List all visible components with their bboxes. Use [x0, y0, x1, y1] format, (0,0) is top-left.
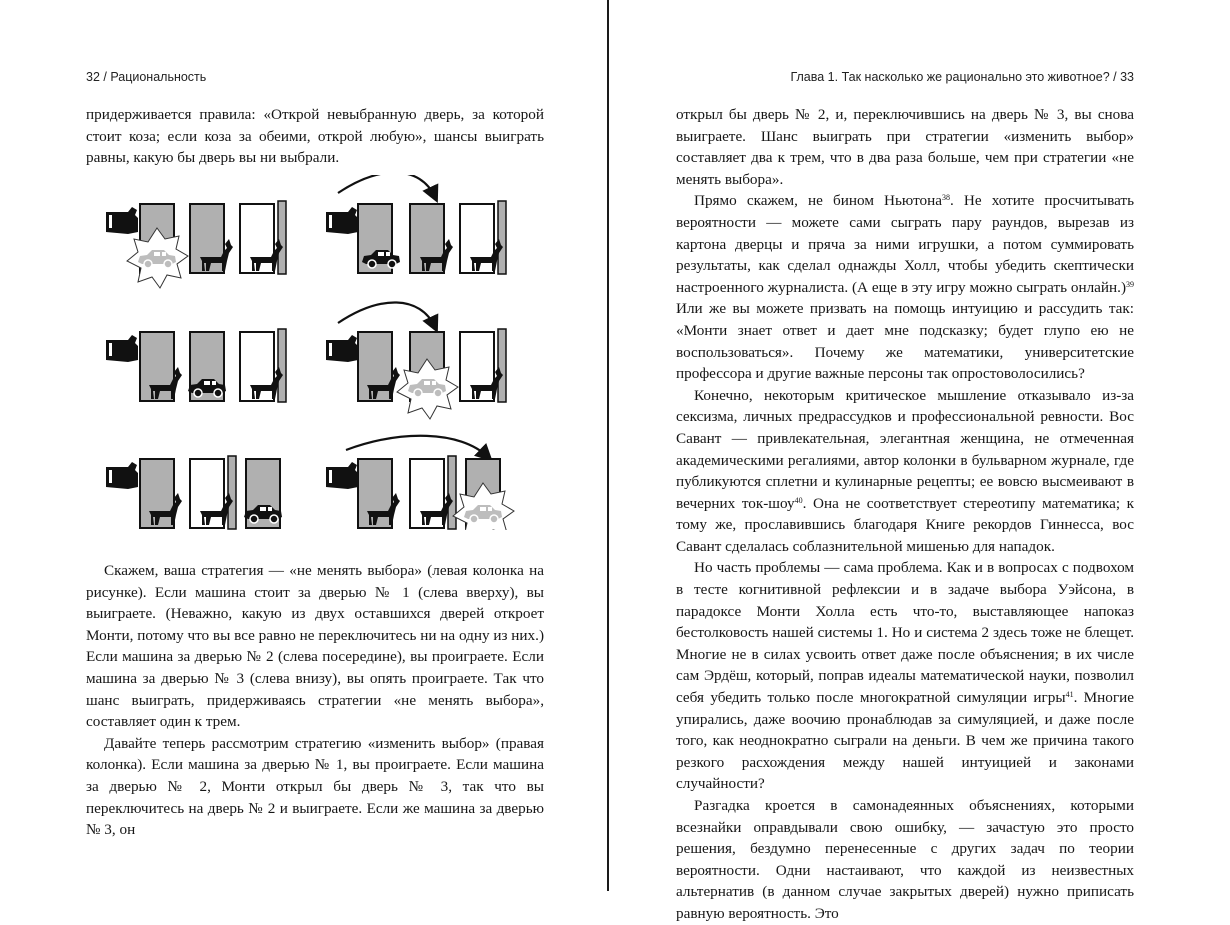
left-page-lower-text	[86, 560, 544, 841]
door-2-leaf	[448, 456, 456, 529]
right-paragraph-3: Конечно, некоторым критическое мышление отказывало из-за сексизма, личных предрассудков и профессиональной ревности. Вос Савант — привлекательная, элегантная женщина, не отмеченная академическими регалиями, автор колонки в бульварном журнале, где публикуются сплетни и кулинарные рецепты; ее вовсю высмеивают в вечерних ток-шоу$^{40}$. Она не соответствует стереотипу математика; к тому же, прославившись благодаря Книге рекордов Гиннесса, вос Савант сделалась соблазнительной мишенью для нападок.	[676, 386, 1134, 555]
running-header-right: Глава 1. Так насколько же рационально это животное? / 33	[790, 70, 1134, 84]
door-3-leaf	[278, 201, 286, 274]
left-paragraph-3: Давайте теперь рассмотрим стратегию «изменить выбор» (правая колонка). Если машина за дверью № 1, вы проиграете. Если машина за дверью № 2, Монти открыл бы дверь № 3, так что вы переключитесь на дверь № 2 и выиграете. Если же машина за дверью № 3, он	[86, 734, 544, 839]
door-2-leaf	[228, 456, 236, 529]
pointing-hand-icon	[326, 462, 358, 489]
figure-row-1	[106, 175, 506, 288]
footnote-marker: 38	[941, 193, 950, 203]
pointing-hand-icon	[326, 335, 358, 362]
pointing-hand-icon	[326, 207, 358, 234]
pointing-hand-icon	[106, 335, 138, 362]
book-spine	[607, 0, 609, 891]
curved-arrow-icon	[338, 302, 435, 327]
figure-row-3	[106, 436, 514, 530]
door-3-leaf	[498, 329, 506, 402]
curved-arrow-icon	[338, 175, 435, 197]
pointing-hand-icon	[106, 207, 138, 234]
footnote-marker: 40	[794, 495, 803, 505]
running-header-left: 32 / Рациональность	[86, 70, 207, 84]
left-paragraph-2: Скажем, ваша стратегия — «не менять выбора» (левая колонка на рисунке). Если машина стоит за дверью № 1 (слева вверху), вы выиграете. (Неважно, какую из двух оставшихся дверей откроет Монти, потому что вы все равно не переключитесь ни на одну из них.) Если машина за дверью № 2 (слева посередине), вы проиграете. Если машина за дверью № 3 (слева внизу), вы опять проиграете. Так что шанс выиграть, придерживаясь стратегии «не менять выбора», составляет один к трем.	[86, 562, 545, 731]
right-paragraph-4: Но часть проблемы — сама проблема. Как и в вопросах с подвохом в тесте когнитивной рефлексии и в задаче выбора Уэйсона, в парадоксе Монти Холла есть что-то, выставляющее напоказ бестолковость нашей системы 1. Но и система 2 здесь тоже не блещет. Многие не в силах усвоить ответ даже после объяснения; в их числе сам Эрдёш, который, поправ идеалы математической науки, позволил себя убедить только после многократной симуляции игры$^{41}$. Многие упирались, даже воочию пронаблюдав за симуляцией, и даже после того, как неоднократно сыграли на деньги. В чем же причина такого резкого расхождения между нашей интуицией и законами случайности?	[676, 559, 1134, 793]
footnote-marker: 39	[1126, 279, 1134, 289]
figure-row-2	[106, 302, 506, 419]
pointing-hand-icon	[106, 462, 138, 489]
door-3-leaf	[278, 329, 286, 402]
footnote-marker: 41	[1065, 690, 1074, 700]
door-3-leaf	[498, 201, 506, 274]
curved-arrow-icon	[346, 436, 488, 457]
right-paragraph-5: Разгадка кроется в самонадеянных объяснениях, которыми всезнайки оправдывали свою ошибку, — зачастую это просто решения, бездумно перенесенные с других задач по теории вероятности. Одни настаивают, что каждой из неизвестных альтернатив (в данном случае закрытых дверей) нужно приписать равную вероятность. Это	[676, 797, 1134, 922]
right-page	[676, 104, 1134, 925]
left-page	[86, 104, 544, 169]
right-paragraph-1: открыл бы дверь № 2, и, переключившись на дверь № 3, вы снова выиграете. Шанс выиграть при стратегии «изменить выбор» составляет два к трем, что в два раза больше, чем при стратегии «не менять выбора».	[676, 106, 1134, 188]
monty-hall-figure	[100, 175, 520, 530]
left-paragraph-1: придерживается правила: «Открой невыбранную дверь, за которой стоит коза; если коза за обеими, открой любую», шансы выиграть равны, какую бы дверь вы ни выбрали.	[86, 106, 544, 167]
right-paragraph-2: Прямо скажем, не бином Ньютона$^{38}$. Не хотите просчитывать вероятности — можете сами сыграть пару раундов, вырезав из картона дверцы и пряча за ними игрушки, а потом суммировать результаты, как сделал однажды Холл, чтобы убедить скептически настроенного журналиста. (А еще в эту игру можно сыграть онлайн.)$^{39}$ Или же вы можете призвать на помощь интуицию и рассудить так: «Монти знает ответ и дает мне подсказку; будет глупо ею не воспользоваться». Почему же математики, университетские профессора и другие важные персоны так опростоволосились?	[676, 192, 1134, 383]
